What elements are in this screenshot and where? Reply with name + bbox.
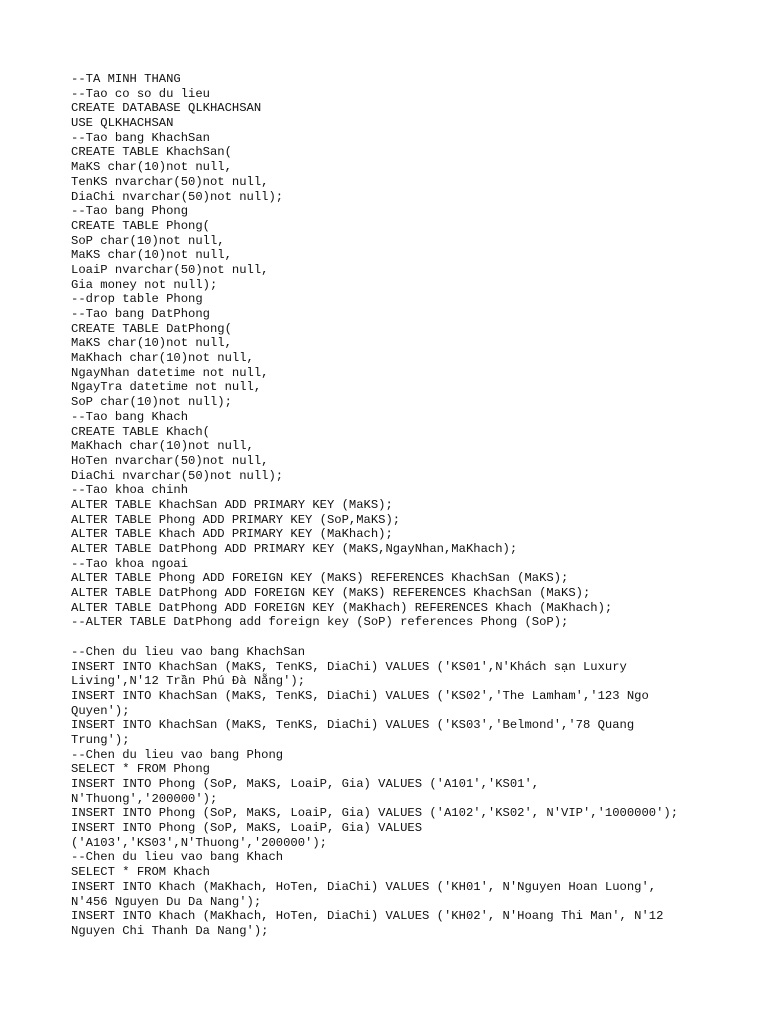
code-line: NgayNhan datetime not null, <box>71 365 269 380</box>
code-line: --Tao bang KhachSan <box>71 130 210 145</box>
code-line: --Tao khoa ngoai <box>71 556 189 571</box>
code-line: MaKS char(10)not null, <box>71 336 232 351</box>
code-line: Gia money not null); <box>71 277 218 292</box>
code-line: --Chen du lieu vao bang KhachSan <box>71 644 306 659</box>
code-line: --Chen du lieu vao bang Khach <box>71 850 284 865</box>
code-line: ALTER TABLE DatPhong ADD PRIMARY KEY (MaKS,NgayNhan,MaKhach); <box>71 542 518 556</box>
code-line: CREATE TABLE DatPhong( <box>71 321 232 336</box>
code-line: Living',N'12 Trần Phú Đà Nẵng'); <box>71 674 306 689</box>
code-line: MaKhach char(10)not null, <box>71 351 254 366</box>
code-line: ALTER TABLE DatPhong ADD FOREIGN KEY (MaKS) REFERENCES KhachSan (MaKS); <box>71 586 591 601</box>
code-line: CREATE TABLE KhachSan( <box>71 145 232 160</box>
code-line: INSERT INTO Phong (SoP, MaKS, LoaiP, Gia) VALUES <box>71 821 423 836</box>
code-line: MaKS char(10)not null, <box>71 248 232 263</box>
code-line: MaKhach char(10)not null, <box>71 439 254 454</box>
code-line: INSERT INTO Khach (MaKhach, HoTen, DiaChi) VALUES ('KH01', N'Nguyen Hoan Luong', <box>71 879 657 894</box>
code-line: ALTER TABLE Phong ADD PRIMARY KEY (SoP,MaKS); <box>71 512 401 527</box>
code-line: SELECT * FROM Khach <box>71 865 210 880</box>
code-line: TenKS nvarchar(50)not null, <box>71 174 269 189</box>
code-line: USE QLKHACHSAN <box>71 116 174 131</box>
code-line: --ALTER TABLE DatPhong add foreign key (SoP) references Phong (SoP); <box>71 615 569 630</box>
code-line: INSERT INTO KhachSan (MaKS, TenKS, DiaChi) VALUES ('KS03','Belmond','78 Quang <box>71 718 635 733</box>
code-line: DiaChi nvarchar(50)not null); <box>71 189 284 204</box>
code-line: INSERT INTO Phong (SoP, MaKS, LoaiP, Gia) VALUES ('A102','KS02', N'VIP','1000000'); <box>71 806 679 821</box>
code-line: INSERT INTO KhachSan (MaKS, TenKS, DiaChi) VALUES ('KS01',N'Khách sạn Luxury <box>71 659 627 674</box>
code-line: SoP char(10)not null, <box>71 233 225 248</box>
code-line: ALTER TABLE Phong ADD FOREIGN KEY (MaKS) REFERENCES KhachSan (MaKS); <box>71 571 569 586</box>
code-line: --Tao bang DatPhong <box>71 307 210 321</box>
code-line: SoP char(10)not null); <box>71 395 232 410</box>
code-line: Quyen'); <box>71 703 130 718</box>
code-line: --Tao co so du lieu <box>71 86 210 101</box>
code-line: NgayTra datetime not null, <box>71 380 262 395</box>
code-line: CREATE DATABASE QLKHACHSAN <box>71 101 262 116</box>
code-line: LoaiP nvarchar(50)not null, <box>71 262 269 277</box>
code-line: ALTER TABLE Khach ADD PRIMARY KEY (MaKhach); <box>71 527 393 542</box>
code-line: --TA MINH THANG <box>71 72 181 86</box>
code-line: INSERT INTO Khach (MaKhach, HoTen, DiaChi) VALUES ('KH02', N'Hoang Thi Man', N'12 <box>71 909 664 924</box>
code-line: CREATE TABLE Khach( <box>71 424 210 439</box>
code-line: DiaChi nvarchar(50)not null); <box>71 468 284 483</box>
code-line: --drop table Phong <box>71 292 203 307</box>
code-line <box>71 630 711 645</box>
code-line: --Tao bang Phong <box>71 204 189 219</box>
code-line: INSERT INTO Phong (SoP, MaKS, LoaiP, Gia) VALUES ('A101','KS01', <box>71 777 540 791</box>
code-line: MaKS char(10)not null, <box>71 160 232 175</box>
code-line: Nguyen Chi Thanh Da Nang'); <box>71 923 269 938</box>
code-line: --Chen du lieu vao bang Phong <box>71 747 284 762</box>
sql-code-block <box>71 72 711 939</box>
code-line: ALTER TABLE KhachSan ADD PRIMARY KEY (MaKS); <box>71 497 393 512</box>
code-line: SELECT * FROM Phong <box>71 762 210 777</box>
code-line: Trung'); <box>71 732 130 747</box>
code-line: N'456 Nguyen Du Da Nang'); <box>71 894 262 909</box>
code-line: --Tao khoa chinh <box>71 483 189 498</box>
code-line: ('A103','KS03',N'Thuong','200000'); <box>71 835 327 850</box>
code-line: CREATE TABLE Phong( <box>71 218 210 233</box>
code-line: --Tao bang Khach <box>71 409 189 424</box>
code-line: ALTER TABLE DatPhong ADD FOREIGN KEY (MaKhach) REFERENCES Khach (MaKhach); <box>71 600 613 615</box>
code-line: INSERT INTO KhachSan (MaKS, TenKS, DiaChi) VALUES ('KS02','The Lamham','123 Ngo <box>71 688 649 703</box>
code-line: N'Thuong','200000'); <box>71 791 218 806</box>
code-line: HoTen nvarchar(50)not null, <box>71 453 269 468</box>
